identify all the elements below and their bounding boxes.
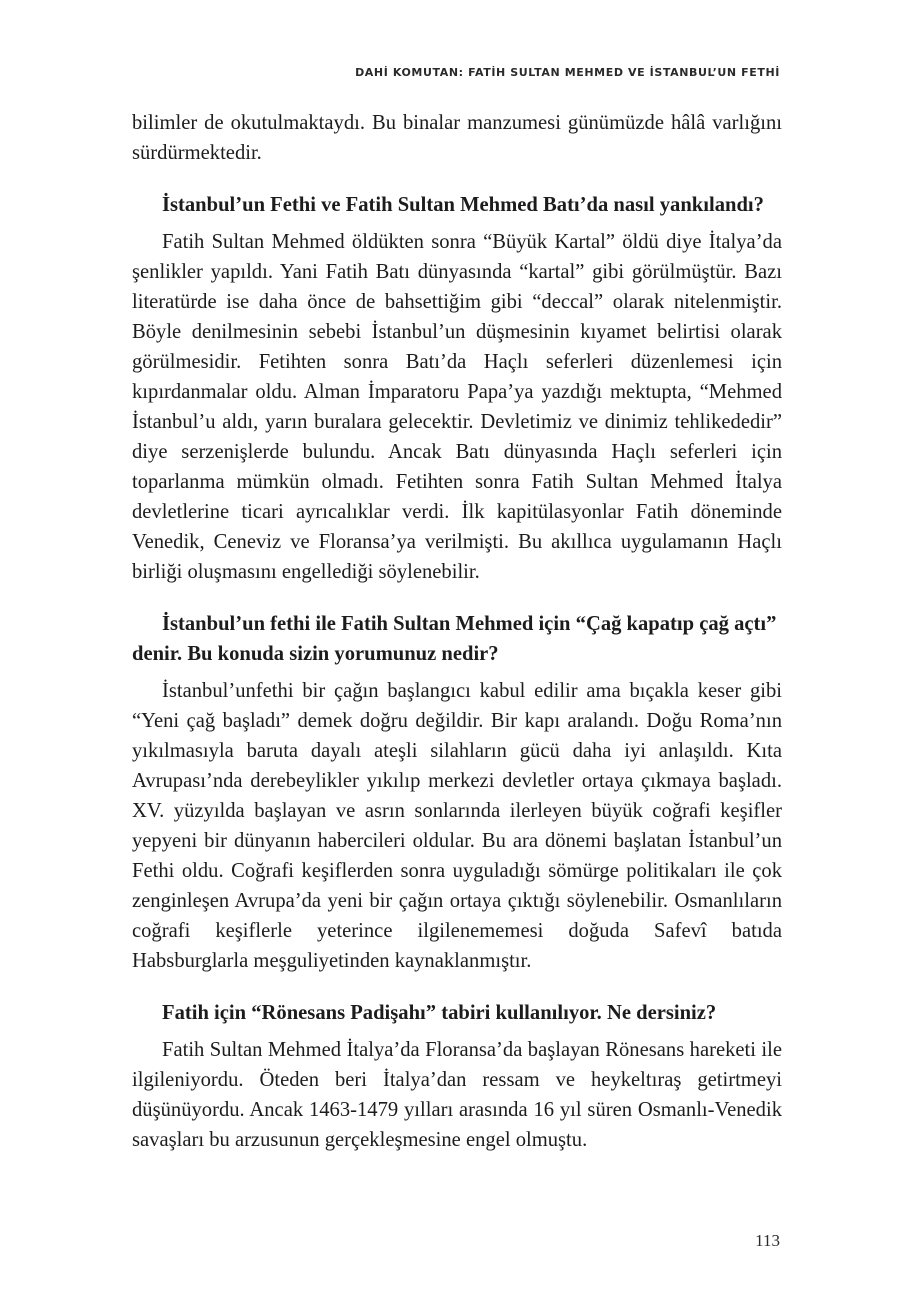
section-heading: Fatih için “Rönesans Padişahı” tabiri kullanılıyor. Ne dersiniz? xyxy=(162,1002,717,1024)
section-heading: İstanbul’un Fethi ve Fatih Sultan Mehmed Batı’da nasıl yankılandı? xyxy=(162,194,764,216)
page-content xyxy=(132,108,782,1155)
section-paragraph: İstanbul’unfethi bir çağın başlangıcı kabul edilir ama bıçakla keser gibi “Yeni çağ başladı” demek doğru değildir. Bir kapı aralandı. Doğu Roma’nın yıkılmasıyla baruta dayalı ateşli silahların gücü daha iyi anlaşıldı. Kıta Avrupası’nda derebeylikler yıkılıp merkezi devletler ortaya çıkmaya başladı. XV. yüzyılda başlayan ve asrın sonlarında ilerleyen büyük coğrafi keşifler yepyeni bir dünyanın habercileri oldular. Bu ara dönemi başlatan İstanbul’un Fethi oldu. Coğrafi keşiflerden sonra uyguladığı sömürge politikaları ile çok zenginleşen Avrupa’da yeni bir çağın ortaya çıktığı söylenebilir. Osmanlıların coğrafi keşiflerle yeterince ilgilenememesi doğuda Safevî batıda Habsburglarla meşguliyetinden kaynaklanmıştır. xyxy=(132,680,782,972)
running-header: DAHİ KOMUTAN: FATİH SULTAN MEHMED VE İSTANBUL’UN FETHİ xyxy=(355,66,780,79)
page-number: 113 xyxy=(755,1231,780,1250)
intro-paragraph: bilimler de okutulmaktaydı. Bu binalar manzumesi günümüzde hâlâ varlığını sürdürmektedir. xyxy=(132,112,782,164)
section-heading: İstanbul’un fethi ile Fatih Sultan Mehmed için “Çağ kapatıp çağ açtı” denir. Bu konuda sizin yorumunuz nedir? xyxy=(132,613,777,665)
section-paragraph: Fatih Sultan Mehmed İtalya’da Floransa’da başlayan Rönesans hareketi ile ilgileniyordu. Öteden beri İtalya’dan ressam ve heykeltıraş getirtmeyi düşünüyordu. Ancak 1463-1479 yılları arasında 16 yıl süren Osmanlı-Venedik savaşları bu arzusunun gerçekleşmesine engel olmuştu. xyxy=(132,1039,782,1151)
section-paragraph: Fatih Sultan Mehmed öldükten sonra “Büyük Kartal” öldü diye İtalya’da şenlikler yapıldı. Yani Fatih Batı dünyasında “kartal” gibi görülmüştür. Bazı literatürde ise daha önce de bahsettiğim gibi “deccal” olarak nitelenmiştir. Böyle denilmesinin sebebi İstanbul’un düşmesinin kıyamet belirtisi olarak görülmesidir. Fetihten sonra Batı’da Haçlı seferleri düzenlemesi için kıpırdanmalar oldu. Alman İmparatoru Papa’ya yazdığı mektupta, “Mehmed İstanbul’u aldı, yarın buralara gelecektir. Devletimiz ve dinimiz tehlikededir” diye serzenişlerde bulundu. Ancak Batı dünyasında Haçlı seferleri için toparlanma mümkün olmadı. Fetihten sonra Fatih Sultan Mehmed İtalya devletlerine ticari ayrıcalıklar verdi. İlk kapitülasyonlar Fatih döneminde Venedik, Ceneviz ve Floransa’ya verilmişti. Bu akıllıca uygulamanın Haçlı birliği oluşmasını engellediği söylenebilir. xyxy=(132,231,782,583)
